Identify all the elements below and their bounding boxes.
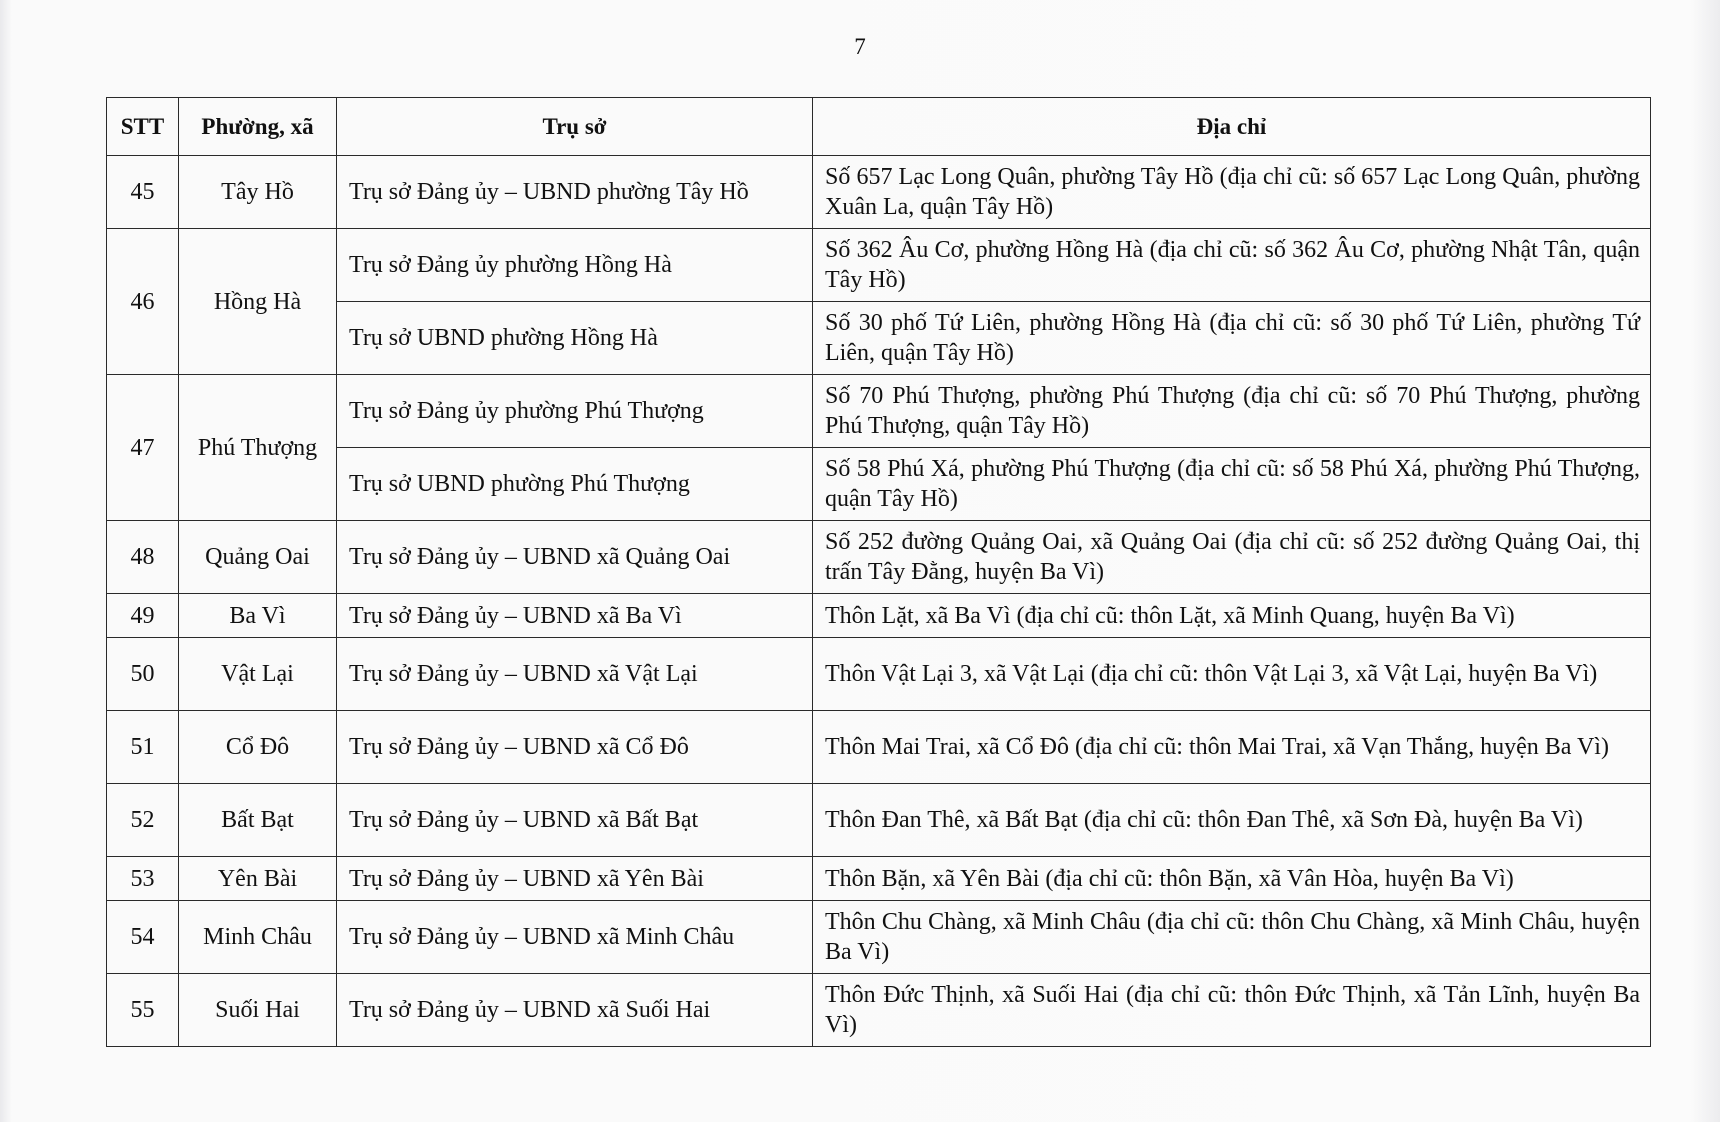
headquarters-cell: Trụ sở Đảng ủy phường Hồng Hà bbox=[337, 229, 813, 302]
table-row bbox=[107, 784, 1651, 857]
ward-cell: Ba Vì bbox=[179, 594, 337, 638]
ward-cell: Bất Bạt bbox=[179, 784, 337, 857]
address-cell: Số 252 đường Quảng Oai, xã Quảng Oai (địa chỉ cũ: số 252 đường Quảng Oai, thị trấn Tây Đằng, huyện Ba Vì) bbox=[813, 521, 1651, 594]
headquarters-cell: Trụ sở UBND phường Phú Thượng bbox=[337, 448, 813, 521]
address-cell: Thôn Đan Thê, xã Bất Bạt (địa chỉ cũ: thôn Đan Thê, xã Sơn Đà, huyện Ba Vì) bbox=[813, 784, 1651, 857]
table-row bbox=[107, 974, 1651, 1047]
address-cell: Số 30 phố Tứ Liên, phường Hồng Hà (địa chỉ cũ: số 30 phố Tứ Liên, phường Tứ Liên, quận Tây Hồ) bbox=[813, 302, 1651, 375]
headquarters-cell: Trụ sở Đảng ủy – UBND xã Bất Bạt bbox=[337, 784, 813, 857]
table-row bbox=[107, 711, 1651, 784]
table-row bbox=[107, 857, 1651, 901]
table-row bbox=[107, 375, 1651, 448]
ward-cell: Tây Hồ bbox=[179, 156, 337, 229]
headquarters-table bbox=[106, 97, 1651, 1047]
stt-cell: 52 bbox=[107, 784, 179, 857]
table-row bbox=[107, 638, 1651, 711]
stt-cell: 45 bbox=[107, 156, 179, 229]
stt-cell: 50 bbox=[107, 638, 179, 711]
table-row bbox=[107, 594, 1651, 638]
stt-cell: 53 bbox=[107, 857, 179, 901]
address-cell: Thôn Mai Trai, xã Cổ Đô (địa chỉ cũ: thôn Mai Trai, xã Vạn Thắng, huyện Ba Vì) bbox=[813, 711, 1651, 784]
header-headquarters: Trụ sở bbox=[337, 98, 813, 156]
table-row bbox=[107, 302, 1651, 375]
address-cell: Thôn Đức Thịnh, xã Suối Hai (địa chỉ cũ: thôn Đức Thịnh, xã Tản Lĩnh, huyện Ba Vì) bbox=[813, 974, 1651, 1047]
header-stt: STT bbox=[107, 98, 179, 156]
stt-cell: 54 bbox=[107, 901, 179, 974]
headquarters-cell: Trụ sở UBND phường Hồng Hà bbox=[337, 302, 813, 375]
headquarters-cell: Trụ sở Đảng ủy phường Phú Thượng bbox=[337, 375, 813, 448]
ward-cell: Quảng Oai bbox=[179, 521, 337, 594]
ward-cell: Suối Hai bbox=[179, 974, 337, 1047]
stt-cell: 51 bbox=[107, 711, 179, 784]
address-cell: Số 58 Phú Xá, phường Phú Thượng (địa chỉ cũ: số 58 Phú Xá, phường Phú Thượng, quận Tây Hồ) bbox=[813, 448, 1651, 521]
table-body bbox=[107, 156, 1651, 1047]
stt-cell: 55 bbox=[107, 974, 179, 1047]
headquarters-cell: Trụ sở Đảng ủy – UBND xã Quảng Oai bbox=[337, 521, 813, 594]
stt-cell: 48 bbox=[107, 521, 179, 594]
address-cell: Số 362 Âu Cơ, phường Hồng Hà (địa chỉ cũ: số 362 Âu Cơ, phường Nhật Tân, quận Tây Hồ) bbox=[813, 229, 1651, 302]
ward-cell: Minh Châu bbox=[179, 901, 337, 974]
address-cell: Thôn Vật Lại 3, xã Vật Lại (địa chỉ cũ: thôn Vật Lại 3, xã Vật Lại, huyện Ba Vì) bbox=[813, 638, 1651, 711]
headquarters-cell: Trụ sở Đảng ủy – UBND phường Tây Hồ bbox=[337, 156, 813, 229]
headquarters-cell: Trụ sở Đảng ủy – UBND xã Ba Vì bbox=[337, 594, 813, 638]
address-cell: Số 657 Lạc Long Quân, phường Tây Hồ (địa chỉ cũ: số 657 Lạc Long Quân, phường Xuân La, quận Tây Hồ) bbox=[813, 156, 1651, 229]
ward-cell: Hồng Hà bbox=[179, 229, 337, 375]
ward-cell: Yên Bài bbox=[179, 857, 337, 901]
table-row bbox=[107, 229, 1651, 302]
ward-cell: Phú Thượng bbox=[179, 375, 337, 521]
address-cell: Thôn Bặn, xã Yên Bài (địa chỉ cũ: thôn Bặn, xã Vân Hòa, huyện Ba Vì) bbox=[813, 857, 1651, 901]
page-number: 7 bbox=[854, 34, 866, 59]
stt-cell: 46 bbox=[107, 229, 179, 375]
headquarters-cell: Trụ sở Đảng ủy – UBND xã Cổ Đô bbox=[337, 711, 813, 784]
table-header bbox=[107, 98, 1651, 156]
address-cell: Thôn Chu Chàng, xã Minh Châu (địa chỉ cũ: thôn Chu Chàng, xã Minh Châu, huyện Ba Vì) bbox=[813, 901, 1651, 974]
headquarters-cell: Trụ sở Đảng ủy – UBND xã Minh Châu bbox=[337, 901, 813, 974]
header-ward: Phường, xã bbox=[179, 98, 337, 156]
table-row bbox=[107, 901, 1651, 974]
headquarters-cell: Trụ sở Đảng ủy – UBND xã Vật Lại bbox=[337, 638, 813, 711]
headquarters-cell: Trụ sở Đảng ủy – UBND xã Yên Bài bbox=[337, 857, 813, 901]
header-address: Địa chỉ bbox=[813, 98, 1651, 156]
address-cell: Thôn Lặt, xã Ba Vì (địa chỉ cũ: thôn Lặt, xã Minh Quang, huyện Ba Vì) bbox=[813, 594, 1651, 638]
table-row bbox=[107, 448, 1651, 521]
ward-cell: Cổ Đô bbox=[179, 711, 337, 784]
table-row bbox=[107, 521, 1651, 594]
stt-cell: 47 bbox=[107, 375, 179, 521]
headquarters-cell: Trụ sở Đảng ủy – UBND xã Suối Hai bbox=[337, 974, 813, 1047]
table-row bbox=[107, 156, 1651, 229]
address-cell: Số 70 Phú Thượng, phường Phú Thượng (địa chỉ cũ: số 70 Phú Thượng, phường Phú Thượng, quận Tây Hồ) bbox=[813, 375, 1651, 448]
ward-cell: Vật Lại bbox=[179, 638, 337, 711]
stt-cell: 49 bbox=[107, 594, 179, 638]
